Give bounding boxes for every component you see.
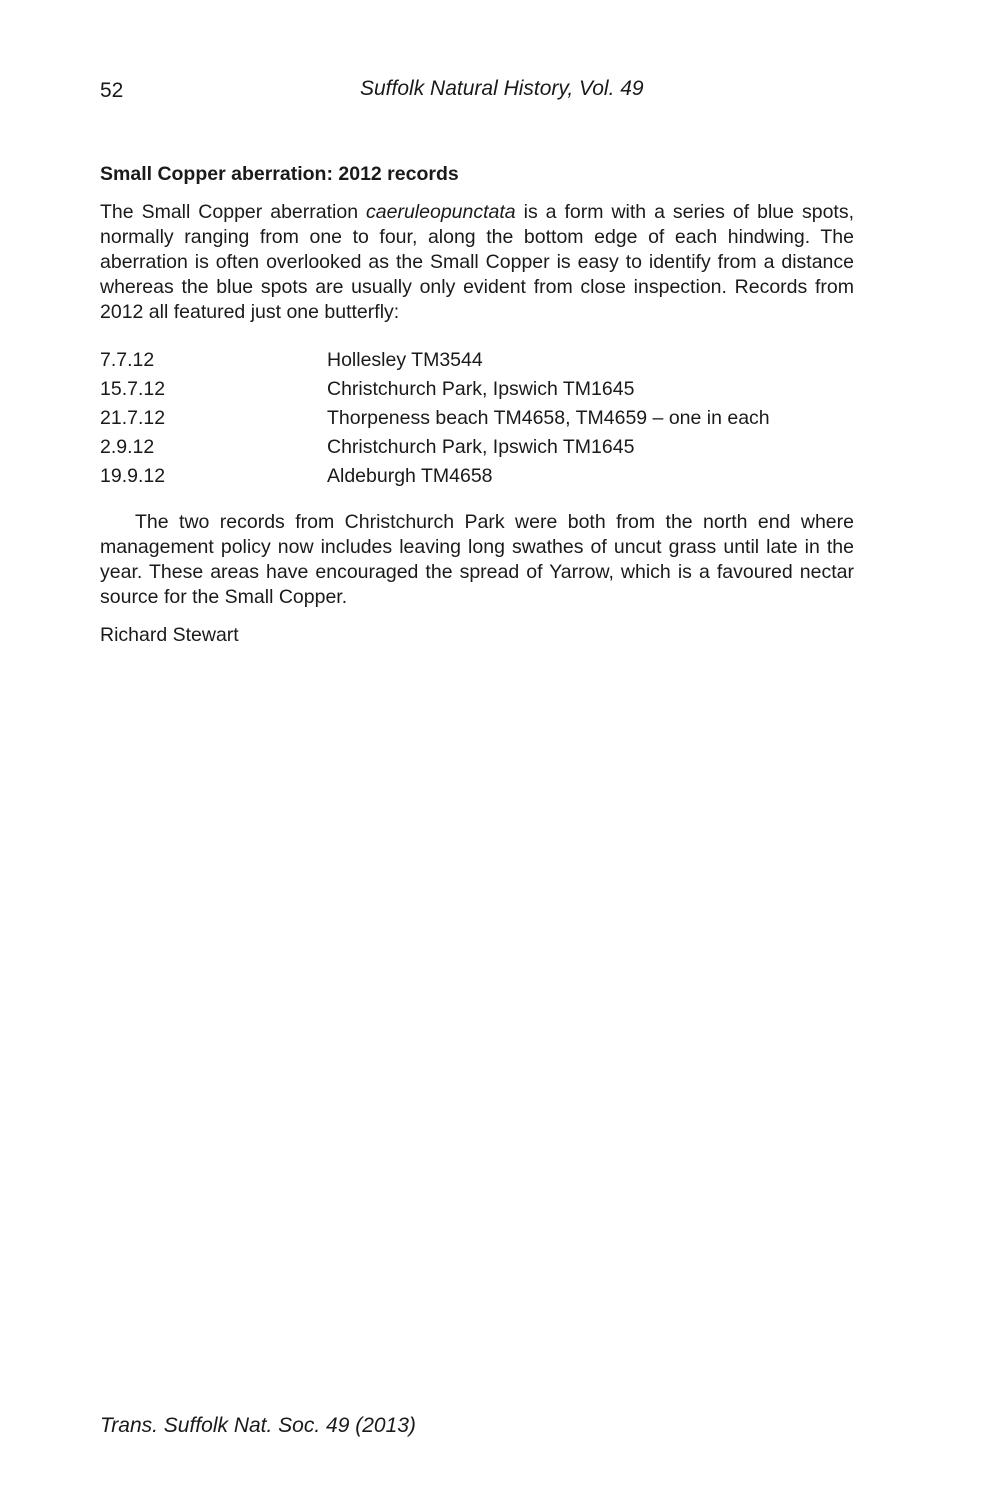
closing-paragraph: The two records from Christchurch Park were both from the north end where management policy now includes leaving long swathes of uncut grass until late in the year. These areas have encouraged the spread of Yarrow, which is a favoured nectar source for the Small Copper. [100,511,854,608]
page-number: 52 [100,79,124,102]
section-heading: Small Copper aberration: 2012 records [100,163,459,185]
record-row [100,375,854,404]
running-title: Suffolk Natural History, Vol. 49 [360,77,644,100]
author-name: Richard Stewart [100,624,239,646]
record-row [100,346,854,375]
record-place: Hollesley TM3544 [327,349,483,371]
record-place: Aldeburgh TM4658 [327,465,493,487]
intro-paragraph [100,200,854,325]
record-place: Christchurch Park, Ipswich TM1645 [327,436,635,458]
record-date: 2.9.12 [100,436,155,458]
record-date: 15.7.12 [100,378,166,400]
record-row [100,462,854,491]
article-body [100,161,854,648]
record-row [100,433,854,462]
record-place: Christchurch Park, Ipswich TM1645 [327,378,635,400]
record-row [100,404,854,433]
intro-text-start: The Small Copper aberration [100,201,367,223]
record-date: 21.7.12 [100,407,166,429]
record-date: 7.7.12 [100,349,155,371]
record-date: 19.9.12 [100,465,166,487]
species-aberration-name: caeruleopunctata [366,201,516,223]
records-list [100,346,854,491]
footer-citation: Trans. Suffolk Nat. Soc. 49 (2013) [100,1414,416,1437]
intro-text-end: is a form with a series of blue spots, normally ranging from one to four, along the bottom edge of each hindwing. The aberration is often overlooked as the Small Copper is easy to identify from a distance whereas the blue spots are usually only evident from close inspection. Records from 2012 all featured just one butterfly: [100,201,854,323]
record-place: Thorpeness beach TM4658, TM4659 – one in each [327,407,770,429]
